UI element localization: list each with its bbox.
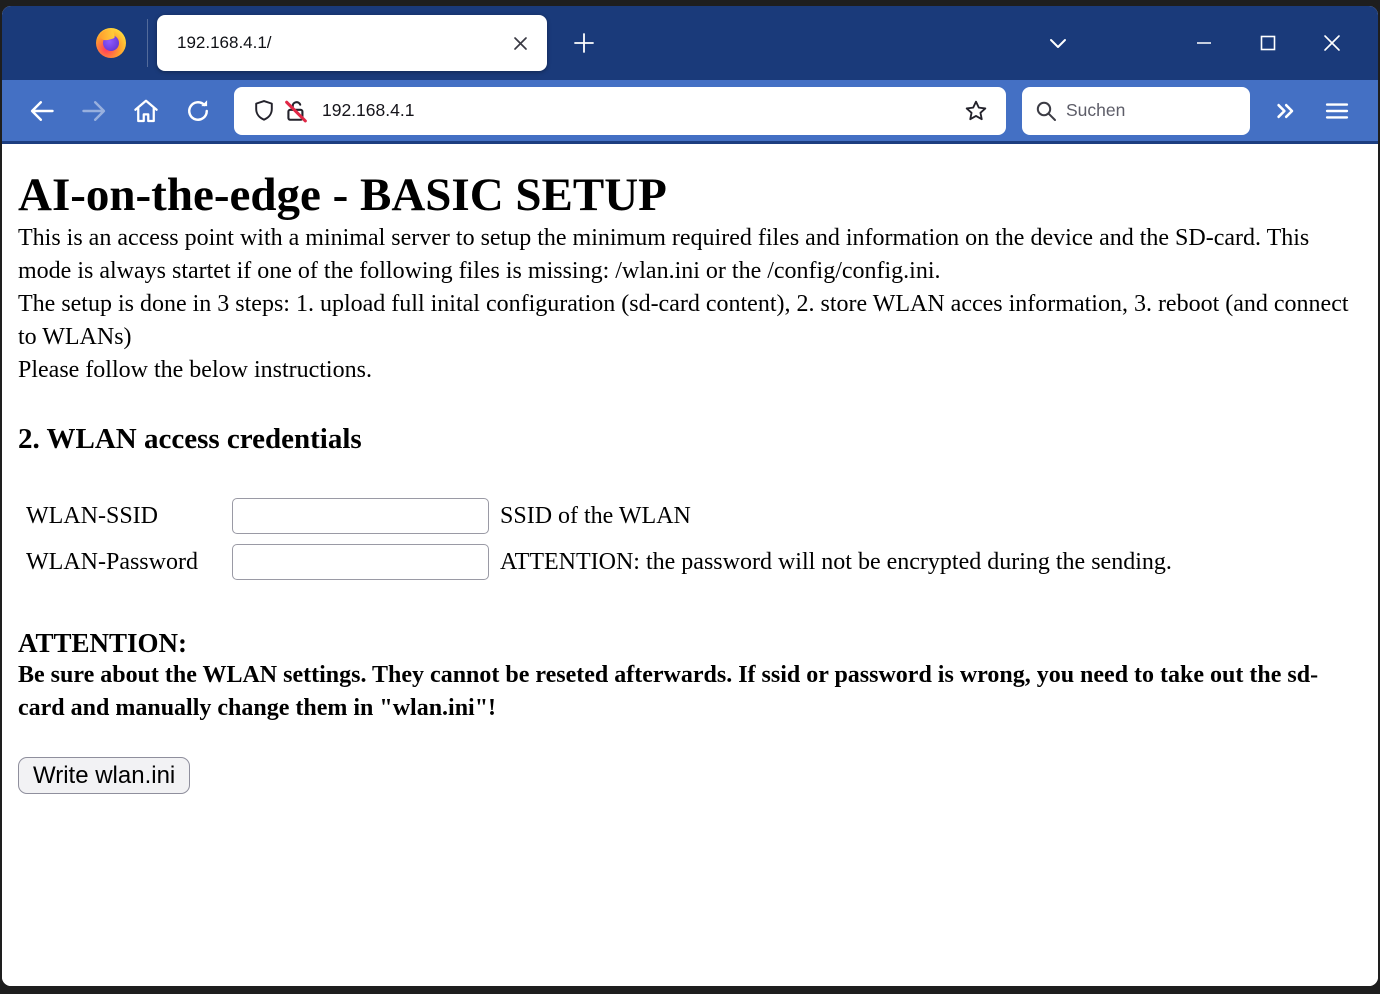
- section-heading: 2. WLAN access credentials: [18, 423, 362, 456]
- new-tab-button[interactable]: [567, 26, 601, 60]
- overflow-chevrons-icon[interactable]: [1268, 94, 1302, 128]
- tab-separator: [147, 19, 148, 67]
- intro-paragraph-3: Please follow the below instructions.: [18, 357, 372, 384]
- minimize-button[interactable]: [1172, 17, 1236, 69]
- tracking-protection-shield-icon[interactable]: [248, 95, 280, 127]
- write-wlan-ini-button[interactable]: Write wlan.ini: [18, 757, 190, 794]
- menu-hamburger-icon[interactable]: [1320, 94, 1354, 128]
- insecure-connection-lock-icon[interactable]: [280, 95, 312, 127]
- search-bar[interactable]: [1022, 87, 1250, 135]
- attention-warning-text: Be sure about the WLAN settings. They cannot be reseted afterwards. If ssid or password is wrong, you need to take out the sd-card and manually change them in "wlan.ini"!: [18, 662, 1319, 722]
- search-icon: [1034, 99, 1058, 123]
- intro-paragraph-1: This is an access point with a minimal server to setup the minimum required files and information on the device and the SD-card. This mode is always startet if one of the following files is missing: /wlan.ini or the /config/config.ini.: [18, 225, 1310, 285]
- url-text: 192.168.4.1: [322, 100, 415, 120]
- wlan-ssid-description: SSID of the WLAN: [500, 502, 691, 529]
- tab-strip: [2, 6, 1378, 80]
- wlan-password-label: WLAN-Password: [26, 548, 198, 575]
- bookmark-star-icon[interactable]: [960, 95, 992, 127]
- list-all-tabs-chevron-icon[interactable]: [1040, 25, 1076, 61]
- search-placeholder: Suchen: [1066, 100, 1126, 120]
- reload-button[interactable]: [181, 94, 215, 128]
- forward-button[interactable]: [77, 94, 111, 128]
- wlan-credentials-form: [26, 498, 1362, 580]
- window-controls: [1172, 17, 1364, 69]
- wlan-password-description: ATTENTION: the password will not be encrypted during the sending.: [500, 548, 1172, 575]
- attention-heading: ATTENTION:: [18, 628, 188, 659]
- browser-window: [2, 6, 1378, 986]
- page-title: AI-on-the-edge - BASIC SETUP: [18, 169, 667, 221]
- browser-tab[interactable]: [157, 15, 547, 71]
- close-button[interactable]: [1300, 17, 1364, 69]
- url-bar[interactable]: [234, 87, 1006, 135]
- tab-title: 192.168.4.1/: [177, 33, 272, 52]
- wlan-ssid-input[interactable]: [232, 498, 489, 534]
- intro-paragraph-2: The setup is done in 3 steps: 1. upload full inital configuration (sd-card content), 2. store WLAN acces information, 3. reboot (and connect to WLANs): [18, 291, 1349, 351]
- firefox-logo-icon[interactable]: [96, 28, 126, 58]
- tab-close-icon[interactable]: [507, 30, 533, 56]
- home-button[interactable]: [129, 94, 163, 128]
- page-content: [2, 144, 1378, 986]
- wlan-ssid-label: WLAN-SSID: [26, 502, 158, 529]
- back-button[interactable]: [25, 94, 59, 128]
- wlan-password-input[interactable]: [232, 544, 489, 580]
- maximize-button[interactable]: [1236, 17, 1300, 69]
- navigation-toolbar: [2, 80, 1378, 144]
